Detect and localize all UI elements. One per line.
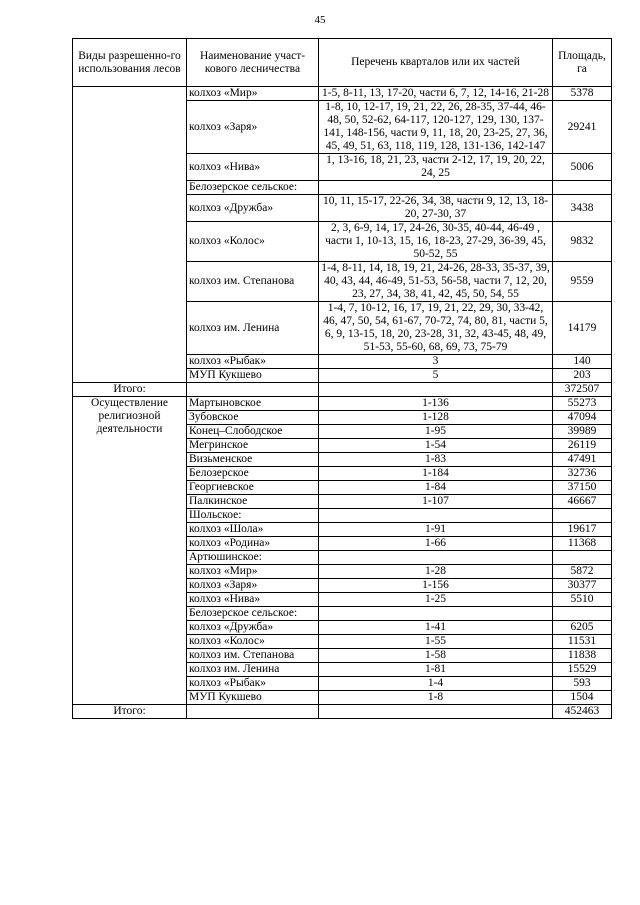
total-row	[73, 705, 612, 719]
blocks-list: 1-25	[319, 593, 553, 607]
blocks-list: 1-81	[319, 663, 553, 677]
forestry-name: колхоз «Родина»	[187, 537, 319, 551]
forestry-name: колхоз «Рыбак»	[187, 677, 319, 691]
area-value: 1504	[553, 691, 612, 705]
area-value: 30377	[553, 579, 612, 593]
area-value: 14179	[553, 302, 612, 355]
area-value: 6205	[553, 621, 612, 635]
blocks-list	[319, 607, 553, 621]
empty-cell	[319, 383, 553, 397]
forestry-name: колхоз «Заря»	[187, 579, 319, 593]
area-value: 26119	[553, 439, 612, 453]
use-cell-empty	[73, 87, 187, 383]
forestry-name: Шольское:	[187, 509, 319, 523]
area-value	[553, 181, 612, 195]
blocks-list: 1-8	[319, 691, 553, 705]
area-value: 203	[553, 369, 612, 383]
blocks-list: 10, 11, 15-17, 22-26, 34, 38, части 9, 12, 13, 18-20, 27-30, 37	[319, 195, 553, 222]
area-value: 5006	[553, 154, 612, 181]
forestry-name: колхоз «Дружба»	[187, 621, 319, 635]
header-use: Виды разрешенно-го использования лесов	[73, 39, 187, 87]
area-value: 11531	[553, 635, 612, 649]
blocks-list: 5	[319, 369, 553, 383]
table-row	[73, 87, 612, 101]
header-forestry: Наименование участ-кового лесничества	[187, 39, 319, 87]
forestry-name: Мартыновское	[187, 397, 319, 411]
area-value: 19617	[553, 523, 612, 537]
forestry-name: колхоз «Нива»	[187, 593, 319, 607]
blocks-list: 1-156	[319, 579, 553, 593]
total-label: Итого:	[73, 383, 187, 397]
blocks-list: 1-28	[319, 565, 553, 579]
blocks-list: 1-136	[319, 397, 553, 411]
blocks-list: 1-95	[319, 425, 553, 439]
area-value: 32736	[553, 467, 612, 481]
blocks-list: 1-91	[319, 523, 553, 537]
area-value: 9559	[553, 262, 612, 302]
blocks-list	[319, 509, 553, 523]
blocks-list: 1-8, 10, 12-17, 19, 21, 22, 26, 28-35, 37-44, 46-48, 50, 52-62, 64-117, 120-127, 129, 130, 137-141, 148-156, части 9, 11, 18, 20, 23-25, 27, 36, 45, 49, 51, 63, 118, 119, 128, 131-136, 142-147	[319, 101, 553, 154]
forestry-name: Белозерское	[187, 467, 319, 481]
header-area: Площадь, га	[553, 39, 612, 87]
forestry-name: колхоз «Заря»	[187, 101, 319, 154]
total-row	[73, 383, 612, 397]
total-label: Итого:	[73, 705, 187, 719]
forestry-name: Конец–Слободское	[187, 425, 319, 439]
forestry-name: Белозерское сельское:	[187, 181, 319, 195]
blocks-list: 1-66	[319, 537, 553, 551]
header-blocks: Перечень кварталов или их частей	[319, 39, 553, 87]
blocks-list: 1-84	[319, 481, 553, 495]
area-value: 47491	[553, 453, 612, 467]
area-value: 5510	[553, 593, 612, 607]
forestry-name: колхоз «Рыбак»	[187, 355, 319, 369]
forestry-name: МУП Кукшево	[187, 691, 319, 705]
forestry-name: Георгиевское	[187, 481, 319, 495]
area-value	[553, 509, 612, 523]
area-value: 39989	[553, 425, 612, 439]
blocks-list: 1-55	[319, 635, 553, 649]
forestry-name: колхоз «Мир»	[187, 87, 319, 101]
blocks-list: 1-4, 7, 10-12, 16, 17, 19, 21, 22, 29, 30, 33-42, 46, 47, 50, 54, 61-67, 70-72, 74, 80, 81, части 5, 6, 9, 13-15, 18, 20, 23-28, 31, 32, 43-45, 48, 49, 51-53, 55-60, 68, 69, 73, 75-79	[319, 302, 553, 355]
area-value	[553, 607, 612, 621]
forestry-name: колхоз «Дружба»	[187, 195, 319, 222]
forestry-name: колхоз «Шола»	[187, 523, 319, 537]
area-value: 5378	[553, 87, 612, 101]
area-value: 37150	[553, 481, 612, 495]
area-value: 46667	[553, 495, 612, 509]
table-row	[73, 397, 612, 411]
area-value: 593	[553, 677, 612, 691]
forestry-name: колхоз им. Ленина	[187, 302, 319, 355]
forest-use-table	[72, 38, 612, 719]
area-value: 5872	[553, 565, 612, 579]
area-value: 11838	[553, 649, 612, 663]
area-value: 9832	[553, 222, 612, 262]
blocks-list: 1-184	[319, 467, 553, 481]
area-value: 15529	[553, 663, 612, 677]
blocks-list: 1-41	[319, 621, 553, 635]
total-area: 452463	[553, 705, 612, 719]
blocks-list	[319, 551, 553, 565]
area-value: 11368	[553, 537, 612, 551]
blocks-list: 1-58	[319, 649, 553, 663]
area-value: 29241	[553, 101, 612, 154]
use-type-religious: Осуществление религиозной деятельности	[73, 397, 187, 705]
forestry-name: Артюшинское:	[187, 551, 319, 565]
page-number: 45	[314, 14, 326, 26]
total-area: 372507	[553, 383, 612, 397]
forestry-name: Палкинское	[187, 495, 319, 509]
forestry-name: Мегринское	[187, 439, 319, 453]
section-1-body	[73, 87, 612, 397]
forestry-name: Зубовское	[187, 411, 319, 425]
area-value: 140	[553, 355, 612, 369]
blocks-list: 1, 13-16, 18, 21, 23, части 2-12, 17, 19, 20, 22, 24, 25	[319, 154, 553, 181]
blocks-list: 1-4, 8-11, 14, 18, 19, 21, 24-26, 28-33, 35-37, 39, 40, 43, 44, 46-49, 51-53, 56-58, части 7, 12, 20, 23, 27, 34, 38, 41, 42, 45, 50, 54, 55	[319, 262, 553, 302]
section-2-body	[73, 397, 612, 719]
blocks-list: 1-54	[319, 439, 553, 453]
empty-cell	[187, 705, 319, 719]
blocks-list: 1-5, 8-11, 13, 17-20, части 6, 7, 12, 14-16, 21-28	[319, 87, 553, 101]
empty-cell	[319, 705, 553, 719]
blocks-list: 1-4	[319, 677, 553, 691]
blocks-list: 1-83	[319, 453, 553, 467]
area-value: 55273	[553, 397, 612, 411]
blocks-list: 2, 3, 6-9, 14, 17, 24-26, 30-35, 40-44, 46-49 , части 1, 10-13, 15, 16, 18-23, 27-29, 36-39, 45, 50-52, 55	[319, 222, 553, 262]
forestry-name: МУП Кукшево	[187, 369, 319, 383]
blocks-list: 1-128	[319, 411, 553, 425]
blocks-list: 3	[319, 355, 553, 369]
forestry-name: колхоз им. Степанова	[187, 649, 319, 663]
forestry-name: колхоз им. Ленина	[187, 663, 319, 677]
forestry-name: колхоз «Мир»	[187, 565, 319, 579]
forestry-name: Белозерское сельское:	[187, 607, 319, 621]
table-header-row	[73, 39, 612, 87]
forestry-name: колхоз им. Степанова	[187, 262, 319, 302]
area-value: 47094	[553, 411, 612, 425]
forestry-name: колхоз «Колос»	[187, 635, 319, 649]
forestry-name: Визьменское	[187, 453, 319, 467]
forestry-name: колхоз «Нива»	[187, 154, 319, 181]
blocks-list: 1-107	[319, 495, 553, 509]
empty-cell	[187, 383, 319, 397]
area-value: 3438	[553, 195, 612, 222]
area-value	[553, 551, 612, 565]
blocks-list	[319, 181, 553, 195]
forestry-name: колхоз «Колос»	[187, 222, 319, 262]
